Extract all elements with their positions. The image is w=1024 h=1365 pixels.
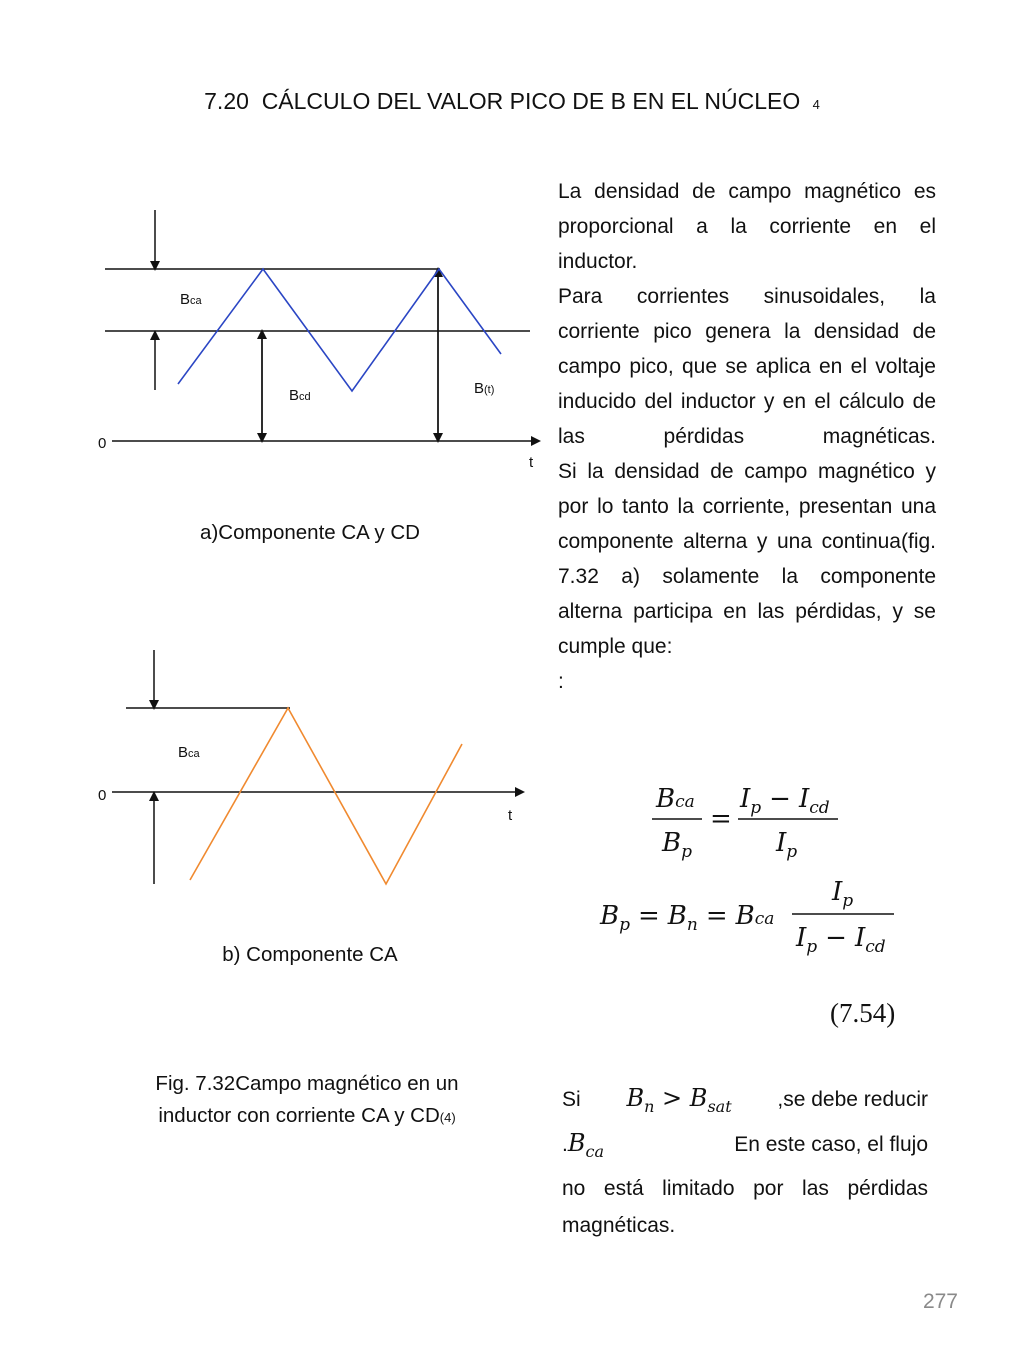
label-bcd: Bcd [289, 387, 311, 404]
section-title [0, 88, 1024, 115]
equation-number: (7.54) [830, 998, 896, 1028]
eq2-numerator: $I_p$ [832, 877, 854, 911]
section-title-text: CÁLCULO DEL VALOR PICO DE B EN EL NÚCLEO [261, 88, 801, 114]
body-text [558, 174, 936, 699]
equation-2 [596, 866, 906, 966]
eq1-lhs-denominator: $B_p$ [662, 828, 692, 862]
equation-1 [640, 772, 860, 872]
section-number: 7.20 [204, 88, 249, 114]
figure-caption-line2: inductor con corriente CA y CD(4) [158, 1104, 456, 1127]
label-bt: B(t) [474, 380, 495, 397]
page-number: 277 [922, 1290, 958, 1313]
figure-a-caption: a)Componente CA y CD [200, 521, 420, 544]
figure-caption-line1: Fig. 7.32Campo magnético en un [155, 1072, 459, 1095]
label-bca: Bca [180, 291, 202, 308]
paragraph-3: Si la densidad de campo magnético y por lo tanto la corriente, presentan una componente alterna y una continua(fig. 7.32 a) solamente la componente alterna participa en las pérdidas, y se cumple que: [558, 460, 936, 658]
eq2-lhs: $B_p = B_n$ = Bca [600, 901, 775, 935]
paragraph-2: Para corrientes sinusoidales, la corriente pico genera la densidad de campo pico, que se aplica en el voltaje inducido del inductor y en el cálculo de las pérdidas magnéticas. [558, 285, 936, 448]
eq1-lhs-numerator: Bca [656, 784, 695, 814]
paragraph-1: La densidad de campo magnético es proporcional a la corriente en el inductor. [558, 180, 936, 273]
condition-line-1: Si $B_n > B_{sat}$ ,se debe reducir [562, 1080, 928, 1125]
label-zero: 0 [98, 435, 107, 452]
label-t: t [508, 807, 513, 824]
label-bca: Bca [178, 744, 200, 761]
condition-inequality: $B_n > B_{sat}$ [626, 1084, 732, 1116]
triangle-waveform-ac [190, 708, 462, 884]
condition-bca: $.B_{ca}$ [562, 1128, 604, 1161]
eq1-rhs-denominator: $I_p$ [776, 828, 798, 862]
title-reference: 4 [812, 97, 820, 112]
figure-caption-ref: (4) [439, 1110, 456, 1125]
eq1-rhs-numerator: $I_p - I_{cd}$ [740, 784, 830, 818]
figure-caption [92, 1068, 522, 1134]
condition-line-3: no está limitado por las pérdidas magnéticas. [562, 1176, 928, 1237]
eq2-denominator: $I_p - I_{cd}$ [796, 923, 886, 957]
figure-a-diagram [90, 200, 550, 480]
figure-b-diagram [90, 640, 540, 900]
condition-line-2: $.B_{ca}$ En este caso, el flujo [562, 1125, 928, 1170]
eq1-equals: = [710, 804, 732, 834]
label-zero: 0 [98, 787, 107, 804]
label-t: t [529, 454, 534, 471]
condition-text [562, 1080, 928, 1244]
figure-b-caption: b) Componente CA [222, 943, 398, 966]
paragraph-colon: : [558, 670, 564, 693]
triangle-waveform-ac-dc [178, 269, 501, 391]
